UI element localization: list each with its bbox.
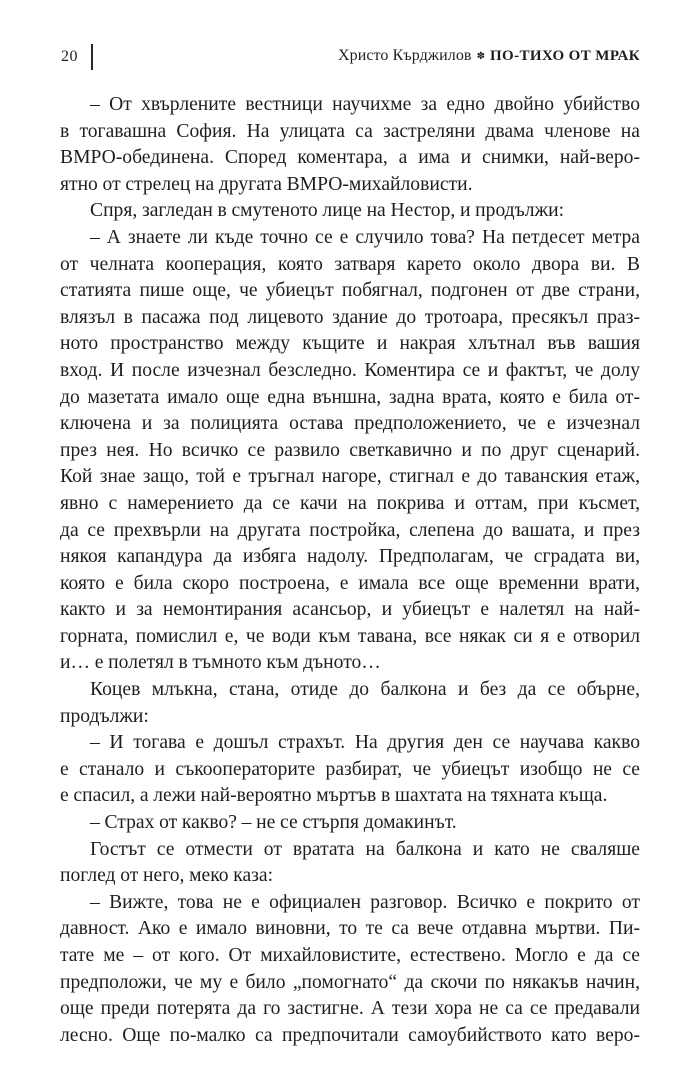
text-line: да се прехвърли на другата постройка, слепена до вашата, и през [60, 519, 640, 541]
book-title: ПО-ТИХО ОТ МРАК [489, 48, 640, 64]
text-line: която е била скоро построена, е имала все още временни врати, [60, 572, 640, 594]
text-line: явно с намерението да се качи на покрива и оттам, при късмет, [60, 492, 640, 514]
text-line: Гостът се отмести от вратата на балкона и като не сваляше [90, 838, 640, 860]
header-divider [91, 44, 93, 70]
text-line: – И тогава е дошъл страхът. На другия ден се научава какво [90, 732, 640, 754]
text-line: Спря, загледан в смутеното лице на Нестор, и продължи: [90, 200, 565, 222]
text-line: още преди потерята да го застигне. А тези хора не са се предавали [60, 998, 640, 1020]
running-header [60, 41, 640, 71]
ornament-icon: ✽ [476, 51, 485, 62]
text-line: както и за немонтирания асансьор, и убиецът е налетял на най- [60, 599, 640, 621]
text-line: поглед от него, меко каза: [60, 865, 274, 887]
text-line: ното пространство между къщите и накрая хлътнал във вашия [60, 333, 640, 355]
body-text [60, 92, 640, 1049]
text-line: до мазетата имало още една външна, задна врата, която е била от- [60, 386, 640, 408]
text-line: някоя капандура да избяга надолу. Предполагам, че сградата ви, [60, 546, 640, 568]
text-line: – Вижте, това не е официален разговор. Всичко е покрито от [90, 891, 640, 913]
text-line: влязъл в пасажа под лицевото здание до тротоара, пресякъл праз- [60, 306, 640, 328]
text-line: тате ме – от кого. От михайловистите, естествено. Могло е да се [60, 945, 640, 966]
text-line: Кой знае защо, той е тръгнал нагоре, стигнал е до таванския етаж, [60, 466, 640, 488]
text-line: – От хвърлените вестници научихме за едно двойно убийство [90, 94, 640, 115]
text-line: е станало и съкооператорите разбират, че убиецът изобщо не се [60, 758, 640, 780]
text-line: горната, помислил е, че води към тавана, все някак си я е отворил [60, 625, 640, 647]
text-line: ВМРО-обединена. Според коментара, а има и снимки, най-веро- [60, 147, 640, 169]
text-line: давност. Ако е имало виновни, то те са вече отдавна мъртви. Пи- [60, 918, 640, 940]
text-line: ключена и за полицията остава предположението, че е изчезнал [60, 413, 640, 435]
text-line: в тогавашна София. На улицата са застреляни двама членове на [60, 120, 640, 142]
text-line: вход. И после изчезнал безследно. Коментира се и фактът, че долу [60, 359, 640, 381]
text-line: през нея. Но всичко се развило светкавично и по друг сценарий. [60, 439, 640, 461]
text-line: – Страх от какво? – не се стърпя домакинът. [90, 812, 457, 834]
text-line: продължи: [60, 705, 149, 727]
text-line: лесно. Още по-малко са предпочитали самоубийството като веро- [60, 1024, 640, 1046]
text-line: статията пише още, че убиецът побягнал, подгонен от две страни, [60, 280, 640, 302]
text-line: предположи, че му е било „помогнато“ да скочи по някакъв начин, [60, 971, 640, 993]
text-line: ятно от стрелец на другата ВМРО-михайловисти. [60, 173, 473, 195]
text-line: – А знаете ли къде точно се е случило това? На петдесет метра [90, 226, 640, 248]
text-line: Коцев млъкна, стана, отиде до балкона и без да се обърне, [90, 679, 640, 701]
running-head [338, 47, 640, 65]
text-line: от челната кооперация, която затваря карето около двора ви. В [60, 253, 640, 275]
page-number: 20 [61, 48, 78, 65]
text-line: и… е полетял в тъмното към дъното… [60, 652, 381, 674]
text-line: е спасил, а лежи най-вероятно мъртъв в шахтата на тяхната къща. [60, 785, 608, 807]
author-name: Христо Кърджилов [337, 47, 472, 64]
